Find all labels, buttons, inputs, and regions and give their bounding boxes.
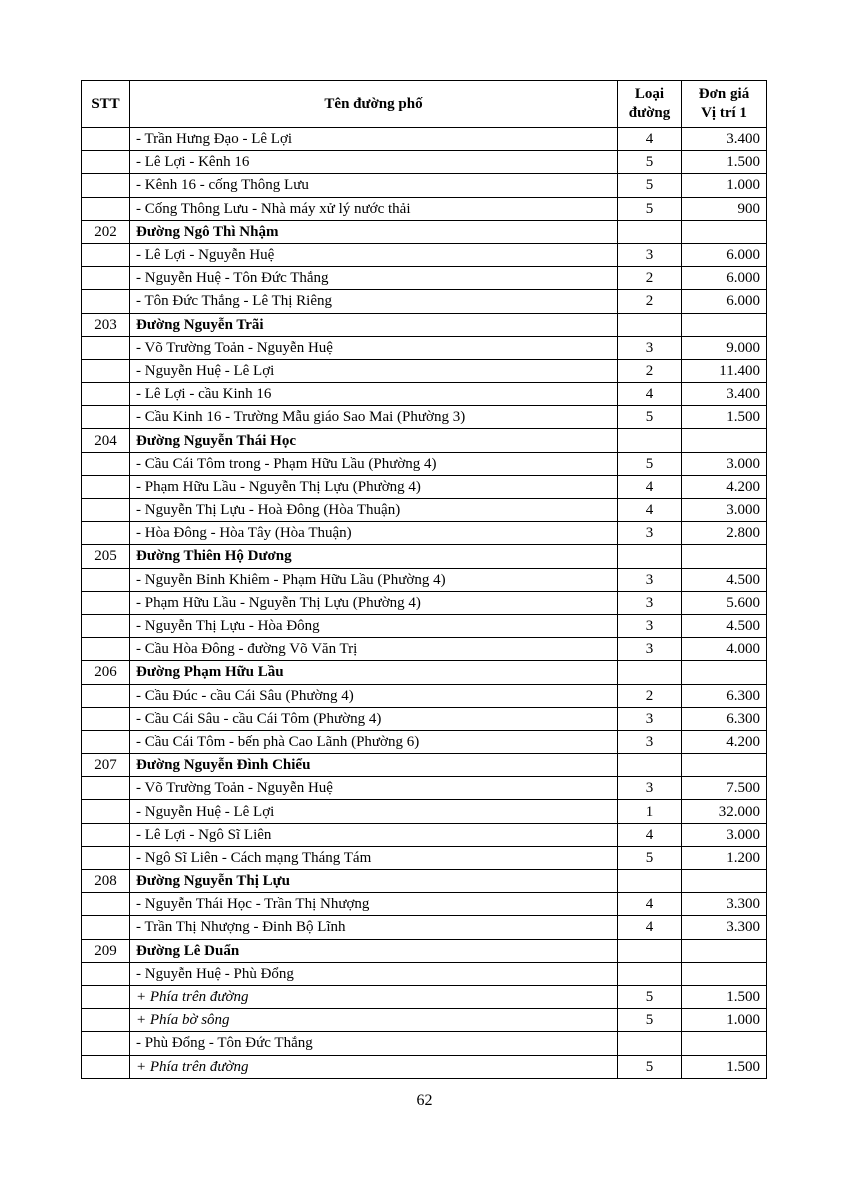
cell-unit-price: 3.400 [682, 383, 767, 406]
sub-segment-row [82, 985, 767, 1008]
cell-stt [82, 591, 130, 614]
cell-road-type [618, 754, 682, 777]
cell-unit-price: 3.000 [682, 499, 767, 522]
cell-stt [82, 730, 130, 753]
cell-street-name: Đường Thiên Hộ Dương [130, 545, 618, 568]
cell-road-type: 4 [618, 499, 682, 522]
segment-row [82, 475, 767, 498]
cell-stt [82, 893, 130, 916]
cell-stt [82, 128, 130, 151]
cell-stt [82, 475, 130, 498]
cell-street-name: - Cầu Cái Tôm - bến phà Cao Lãnh (Phường 6) [130, 730, 618, 753]
cell-unit-price: 6.000 [682, 290, 767, 313]
cell-road-type: 4 [618, 128, 682, 151]
cell-street-name: + Phía bờ sông [130, 1009, 618, 1032]
cell-stt [82, 800, 130, 823]
cell-street-name: - Ngô Sĩ Liên - Cách mạng Tháng Tám [130, 846, 618, 869]
cell-road-type: 3 [618, 730, 682, 753]
cell-unit-price: 3.400 [682, 128, 767, 151]
cell-road-type: 4 [618, 475, 682, 498]
segment-row [82, 591, 767, 614]
cell-street-name: - Lê Lợi - Kênh 16 [130, 151, 618, 174]
cell-stt [82, 499, 130, 522]
cell-unit-price: 3.000 [682, 452, 767, 475]
segment-row [82, 823, 767, 846]
cell-road-type: 3 [618, 591, 682, 614]
cell-stt [82, 197, 130, 220]
cell-road-type: 3 [618, 638, 682, 661]
cell-unit-price: 6.000 [682, 267, 767, 290]
cell-road-type: 5 [618, 174, 682, 197]
cell-stt [82, 383, 130, 406]
cell-street-name: Đường Nguyễn Thái Học [130, 429, 618, 452]
cell-street-name: - Nguyễn Huệ - Lê Lợi [130, 800, 618, 823]
segment-row [82, 359, 767, 382]
cell-stt [82, 1009, 130, 1032]
cell-stt [82, 614, 130, 637]
cell-unit-price: 1.000 [682, 174, 767, 197]
cell-street-name: - Nguyễn Huệ - Lê Lợi [130, 359, 618, 382]
header-unit-price-line2: Vị trí 1 [701, 105, 747, 121]
cell-unit-price: 2.800 [682, 522, 767, 545]
cell-stt [82, 267, 130, 290]
segment-row [82, 522, 767, 545]
street-header-row [82, 661, 767, 684]
cell-stt [82, 452, 130, 475]
cell-road-type [618, 545, 682, 568]
cell-unit-price [682, 939, 767, 962]
cell-road-type: 5 [618, 1009, 682, 1032]
cell-street-name: Đường Lê Duẩn [130, 939, 618, 962]
cell-unit-price: 1.500 [682, 1055, 767, 1078]
cell-street-name: - Nguyễn Thị Lựu - Hòa Đông [130, 614, 618, 637]
cell-road-type: 3 [618, 568, 682, 591]
cell-street-name: - Hòa Đông - Hòa Tây (Hòa Thuận) [130, 522, 618, 545]
cell-street-name: - Phù Đổng - Tôn Đức Thắng [130, 1032, 618, 1055]
cell-unit-price [682, 1032, 767, 1055]
segment-row [82, 684, 767, 707]
cell-street-name: - Cầu Hòa Đông - đường Võ Văn Trị [130, 638, 618, 661]
segment-row [82, 916, 767, 939]
cell-road-type [618, 220, 682, 243]
cell-unit-price [682, 962, 767, 985]
header-stt: STT [82, 81, 130, 128]
segment-row [82, 452, 767, 475]
cell-street-name: Đường Ngô Thì Nhậm [130, 220, 618, 243]
cell-unit-price: 9.000 [682, 336, 767, 359]
cell-unit-price: 1.000 [682, 1009, 767, 1032]
cell-stt: 209 [82, 939, 130, 962]
cell-road-type: 3 [618, 614, 682, 637]
cell-street-name: - Trần Hưng Đạo - Lê Lợi [130, 128, 618, 151]
cell-street-name: - Nguyễn Thị Lựu - Hoà Đông (Hòa Thuận) [130, 499, 618, 522]
cell-street-name: - Tôn Đức Thắng - Lê Thị Riêng [130, 290, 618, 313]
segment-row [82, 151, 767, 174]
cell-unit-price: 11.400 [682, 359, 767, 382]
segment-row [82, 174, 767, 197]
cell-road-type: 5 [618, 452, 682, 475]
cell-street-name: - Cầu Cái Sâu - cầu Cái Tôm (Phường 4) [130, 707, 618, 730]
cell-street-name: + Phía trên đường [130, 1055, 618, 1078]
street-header-row [82, 545, 767, 568]
cell-unit-price [682, 220, 767, 243]
header-street-name: Tên đường phố [130, 81, 618, 128]
cell-street-name: - Trần Thị Nhượng - Đinh Bộ Lĩnh [130, 916, 618, 939]
cell-street-name: - Cống Thông Lưu - Nhà máy xử lý nước thải [130, 197, 618, 220]
cell-road-type: 3 [618, 243, 682, 266]
header-unit-price [682, 81, 767, 128]
cell-stt: 208 [82, 870, 130, 893]
segment-row [82, 614, 767, 637]
cell-unit-price [682, 870, 767, 893]
cell-unit-price: 3.000 [682, 823, 767, 846]
cell-street-name: - Phạm Hữu Lầu - Nguyễn Thị Lựu (Phường 4) [130, 475, 618, 498]
segment-row [82, 707, 767, 730]
cell-street-name: - Lê Lợi - Nguyễn Huệ [130, 243, 618, 266]
cell-road-type: 4 [618, 893, 682, 916]
cell-road-type [618, 429, 682, 452]
cell-stt [82, 638, 130, 661]
header-road-type-line1: Loại [634, 86, 665, 102]
cell-unit-price: 3.300 [682, 916, 767, 939]
cell-unit-price: 3.300 [682, 893, 767, 916]
table-body [82, 128, 767, 1079]
cell-street-name: Đường Nguyễn Đình Chiểu [130, 754, 618, 777]
segment-row [82, 406, 767, 429]
cell-street-name: - Phạm Hữu Lầu - Nguyễn Thị Lựu (Phường 4) [130, 591, 618, 614]
cell-street-name: Đường Phạm Hữu Lầu [130, 661, 618, 684]
cell-street-name: - Nguyễn Thái Học - Trần Thị Nhượng [130, 893, 618, 916]
cell-road-type: 4 [618, 916, 682, 939]
cell-stt: 205 [82, 545, 130, 568]
cell-unit-price: 4.500 [682, 568, 767, 591]
cell-stt [82, 777, 130, 800]
segment-row [82, 962, 767, 985]
cell-road-type: 5 [618, 151, 682, 174]
cell-road-type: 4 [618, 823, 682, 846]
cell-unit-price: 4.200 [682, 730, 767, 753]
cell-street-name: - Nguyễn Huệ - Tôn Đức Thắng [130, 267, 618, 290]
cell-street-name: - Lê Lợi - Ngô Sĩ Liên [130, 823, 618, 846]
cell-unit-price: 6.000 [682, 243, 767, 266]
cell-street-name: - Kênh 16 - cống Thông Lưu [130, 174, 618, 197]
cell-road-type: 3 [618, 522, 682, 545]
cell-street-name: - Cầu Kinh 16 - Trường Mẫu giáo Sao Mai (Phường 3) [130, 406, 618, 429]
cell-unit-price: 1.500 [682, 151, 767, 174]
table-header-row [82, 81, 767, 128]
segment-row [82, 638, 767, 661]
cell-road-type: 3 [618, 777, 682, 800]
segment-row [82, 1032, 767, 1055]
segment-row [82, 267, 767, 290]
cell-stt [82, 846, 130, 869]
cell-road-type: 5 [618, 1055, 682, 1078]
cell-unit-price [682, 313, 767, 336]
cell-unit-price: 1.200 [682, 846, 767, 869]
cell-stt: 206 [82, 661, 130, 684]
cell-road-type: 1 [618, 800, 682, 823]
cell-stt [82, 568, 130, 591]
cell-stt: 207 [82, 754, 130, 777]
cell-stt: 204 [82, 429, 130, 452]
header-road-type [618, 81, 682, 128]
page-number: 62 [416, 1092, 433, 1109]
cell-stt [82, 1032, 130, 1055]
cell-unit-price [682, 545, 767, 568]
cell-unit-price: 1.500 [682, 406, 767, 429]
segment-row [82, 336, 767, 359]
cell-road-type: 5 [618, 985, 682, 1008]
cell-road-type [618, 870, 682, 893]
cell-unit-price: 32.000 [682, 800, 767, 823]
cell-stt [82, 985, 130, 1008]
cell-unit-price: 7.500 [682, 777, 767, 800]
segment-row [82, 290, 767, 313]
cell-road-type: 2 [618, 684, 682, 707]
cell-street-name: + Phía trên đường [130, 985, 618, 1008]
street-header-row [82, 870, 767, 893]
cell-road-type [618, 939, 682, 962]
cell-road-type: 2 [618, 290, 682, 313]
street-header-row [82, 939, 767, 962]
cell-street-name: Đường Nguyễn Trãi [130, 313, 618, 336]
segment-row [82, 243, 767, 266]
segment-row [82, 128, 767, 151]
cell-road-type: 5 [618, 197, 682, 220]
cell-road-type: 3 [618, 707, 682, 730]
cell-road-type: 3 [618, 336, 682, 359]
cell-road-type [618, 1032, 682, 1055]
cell-road-type: 5 [618, 406, 682, 429]
cell-unit-price [682, 754, 767, 777]
cell-road-type: 2 [618, 267, 682, 290]
cell-stt [82, 1055, 130, 1078]
street-header-row [82, 313, 767, 336]
cell-stt [82, 290, 130, 313]
cell-unit-price: 1.500 [682, 985, 767, 1008]
cell-road-type: 4 [618, 383, 682, 406]
cell-street-name: - Nguyễn Bỉnh Khiêm - Phạm Hữu Lầu (Phường 4) [130, 568, 618, 591]
cell-street-name: - Nguyễn Huệ - Phù Đổng [130, 962, 618, 985]
cell-unit-price [682, 661, 767, 684]
cell-unit-price: 4.500 [682, 614, 767, 637]
land-price-table [81, 80, 767, 1079]
cell-stt [82, 174, 130, 197]
segment-row [82, 499, 767, 522]
cell-stt [82, 406, 130, 429]
street-header-row [82, 429, 767, 452]
cell-stt [82, 151, 130, 174]
segment-row [82, 383, 767, 406]
cell-street-name: Đường Nguyễn Thị Lựu [130, 870, 618, 893]
segment-row [82, 800, 767, 823]
sub-segment-row [82, 1009, 767, 1032]
cell-stt: 203 [82, 313, 130, 336]
cell-unit-price: 5.600 [682, 591, 767, 614]
segment-row [82, 893, 767, 916]
cell-unit-price: 4.000 [682, 638, 767, 661]
cell-street-name: - Võ Trường Toản - Nguyễn Huệ [130, 336, 618, 359]
cell-road-type [618, 313, 682, 336]
sub-segment-row [82, 1055, 767, 1078]
segment-row [82, 777, 767, 800]
cell-street-name: - Lê Lợi - cầu Kinh 16 [130, 383, 618, 406]
cell-unit-price: 6.300 [682, 707, 767, 730]
cell-stt [82, 707, 130, 730]
cell-road-type [618, 661, 682, 684]
header-road-type-line2: đường [628, 105, 671, 121]
cell-unit-price: 900 [682, 197, 767, 220]
cell-stt [82, 359, 130, 382]
cell-street-name: - Cầu Đúc - cầu Cái Sâu (Phường 4) [130, 684, 618, 707]
cell-stt [82, 916, 130, 939]
segment-row [82, 846, 767, 869]
street-header-row [82, 754, 767, 777]
cell-street-name: - Cầu Cái Tôm trong - Phạm Hữu Lầu (Phường 4) [130, 452, 618, 475]
cell-unit-price: 6.300 [682, 684, 767, 707]
header-unit-price-line1: Đơn giá [698, 86, 750, 102]
segment-row [82, 568, 767, 591]
segment-row [82, 730, 767, 753]
cell-road-type: 5 [618, 846, 682, 869]
cell-street-name: - Võ Trường Toản - Nguyễn Huệ [130, 777, 618, 800]
cell-road-type [618, 962, 682, 985]
segment-row [82, 197, 767, 220]
cell-stt [82, 243, 130, 266]
cell-stt [82, 522, 130, 545]
street-header-row [82, 220, 767, 243]
cell-road-type: 2 [618, 359, 682, 382]
cell-stt [82, 823, 130, 846]
cell-unit-price [682, 429, 767, 452]
cell-stt [82, 684, 130, 707]
cell-stt: 202 [82, 220, 130, 243]
cell-unit-price: 4.200 [682, 475, 767, 498]
cell-stt [82, 962, 130, 985]
cell-stt [82, 336, 130, 359]
